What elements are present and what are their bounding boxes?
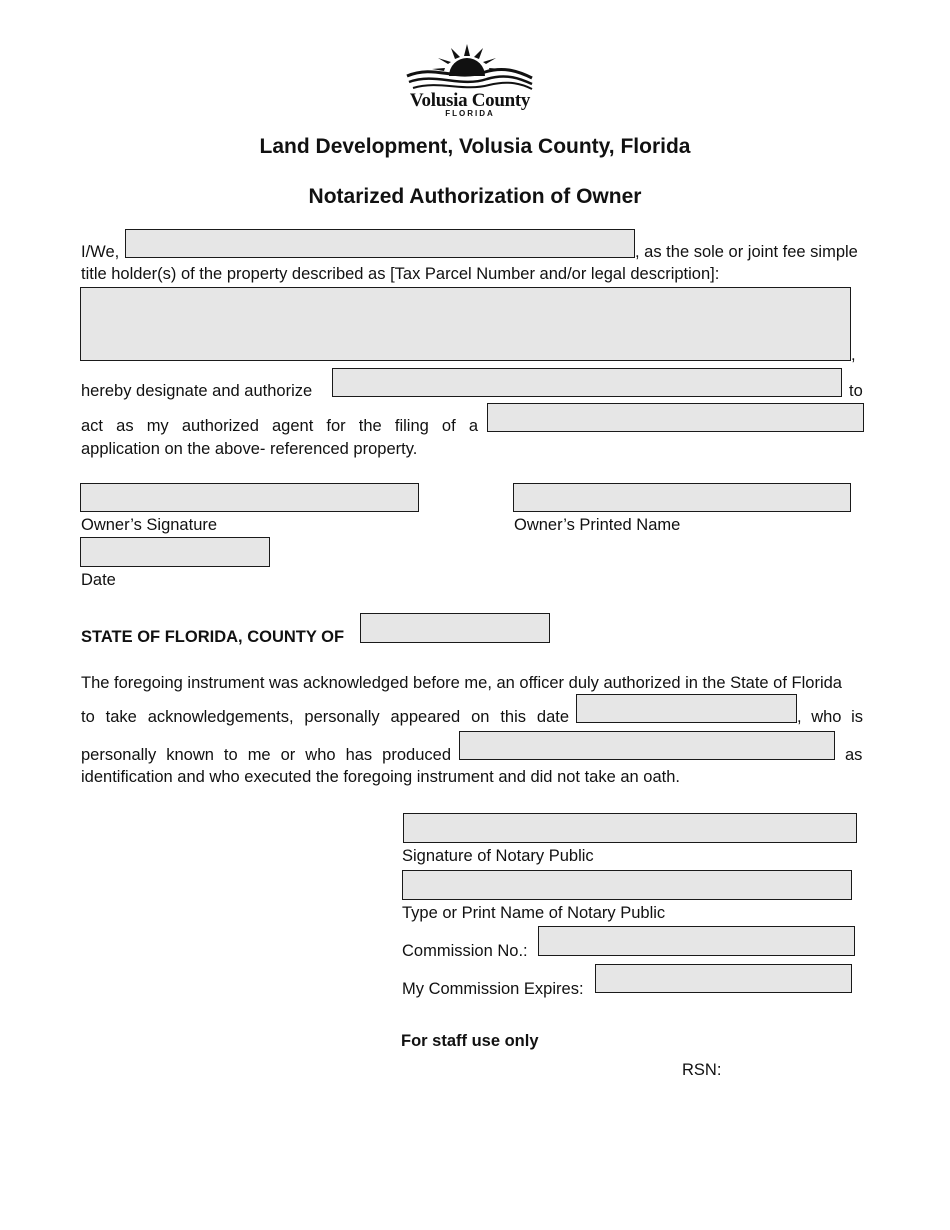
who-is-text: , who is bbox=[797, 708, 863, 726]
application-type-field[interactable] bbox=[487, 403, 864, 432]
notary-signature-field[interactable] bbox=[403, 813, 857, 843]
ack-line-3: personally known to me or who has produced bbox=[81, 746, 451, 764]
title-holder-text: title holder(s) of the property described as [Tax Parcel Number and/or legal description]: bbox=[81, 265, 720, 283]
iwe-label: I/We, bbox=[81, 243, 120, 261]
agent-text: act as my authorized agent for the filing of a bbox=[81, 417, 478, 435]
notary-name-field[interactable] bbox=[402, 870, 852, 900]
commission-expires-label: My Commission Expires: bbox=[402, 980, 584, 998]
fee-simple-text: , as the sole or joint fee simple bbox=[635, 243, 858, 261]
sun-logo-icon bbox=[405, 42, 535, 94]
owner-printed-name-label: Owner’s Printed Name bbox=[514, 516, 681, 534]
to-text: to bbox=[849, 382, 863, 400]
notary-signature-label: Signature of Notary Public bbox=[402, 847, 594, 865]
staff-use-heading: For staff use only bbox=[401, 1032, 539, 1050]
owner-names-field[interactable] bbox=[125, 229, 635, 258]
form-title: Notarized Authorization of Owner bbox=[308, 185, 642, 208]
owner-printed-name-field[interactable] bbox=[513, 483, 851, 512]
county-field[interactable] bbox=[360, 613, 550, 643]
date-field[interactable] bbox=[80, 537, 270, 567]
logo-subtitle: FLORIDA bbox=[445, 109, 495, 118]
rsn-label: RSN: bbox=[682, 1061, 722, 1079]
identification-field[interactable] bbox=[459, 731, 835, 760]
owner-signature-field[interactable] bbox=[80, 483, 419, 512]
commission-no-label: Commission No.: bbox=[402, 942, 528, 960]
ack-date-field[interactable] bbox=[576, 694, 797, 723]
commission-expires-field[interactable] bbox=[595, 964, 852, 993]
application-text: application on the above- referenced property. bbox=[81, 440, 418, 458]
logo-name: Volusia County bbox=[409, 90, 531, 111]
commission-no-field[interactable] bbox=[538, 926, 855, 956]
ack-line-4: identification and who executed the foregoing instrument and did not take an oath. bbox=[81, 768, 680, 786]
state-county-label: STATE OF FLORIDA, COUNTY OF bbox=[81, 628, 345, 646]
owner-signature-label: Owner’s Signature bbox=[81, 516, 218, 534]
notary-name-label: Type or Print Name of Notary Public bbox=[402, 904, 666, 922]
ack-line-1: The foregoing instrument was acknowledged before me, an officer duly authorized in the State of Florida bbox=[81, 674, 842, 692]
as-text: as bbox=[845, 746, 863, 764]
description-comma: , bbox=[851, 346, 856, 364]
property-description-field[interactable] bbox=[80, 287, 851, 361]
date-label: Date bbox=[81, 571, 116, 589]
designate-text: hereby designate and authorize bbox=[81, 382, 313, 400]
page-title: Land Development, Volusia County, Florida bbox=[259, 135, 691, 158]
agent-name-field[interactable] bbox=[332, 368, 842, 397]
ack-line-2: to take acknowledgements, personally appeared on this date bbox=[81, 708, 569, 726]
